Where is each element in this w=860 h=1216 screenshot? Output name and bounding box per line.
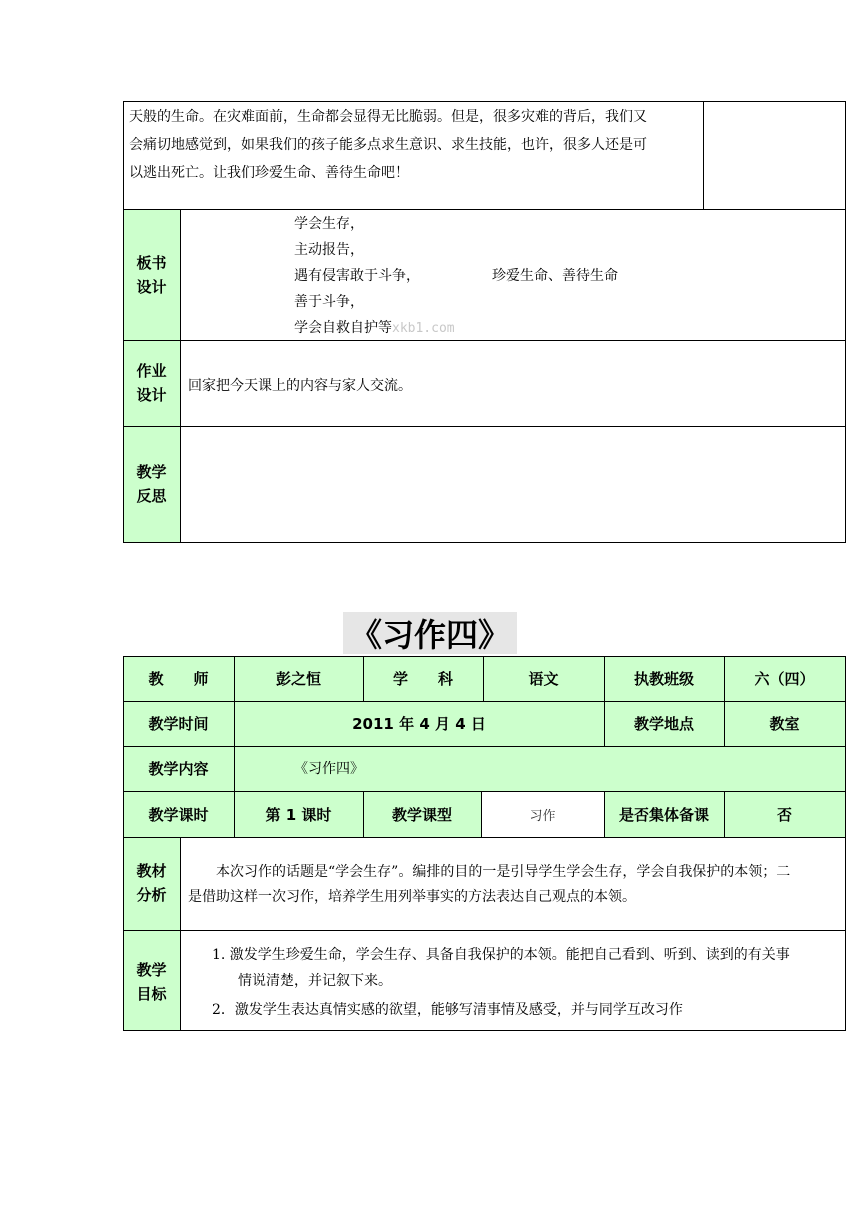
board-line-5: 学会自救自护等xkb1.com [294, 320, 455, 336]
goals-label: 教学 目标 [136, 961, 167, 1003]
type-label: 教学课型 [391, 805, 452, 824]
type-value: 习作 [529, 808, 556, 824]
teacher-value: 彭之恒 [275, 670, 321, 688]
reflection-label: 教学 反思 [136, 463, 167, 505]
analysis-line-2: 是借助这样一次习作，培养学生用列举事实的方法表达自己观点的本领。 [188, 889, 636, 905]
board-line-4: 善于斗争， [294, 294, 364, 310]
period-label: 教学课时 [148, 805, 209, 824]
content-label: 教学内容 [148, 760, 209, 778]
homework-text: 回家把今天课上的内容与家人交流。 [188, 378, 412, 394]
board-line-1: 学会生存， [294, 216, 364, 232]
goal-1-line-2: 情说清楚，并记叙下来。 [238, 973, 392, 989]
goal-1-line-1: 1. 激发学生珍爱生命，学会生存、具备自我保护的本领。能把自己看到、听到、读到的有关事 [212, 947, 790, 963]
time-value: 2011 年 4 月 4 日 [352, 715, 486, 733]
place-value: 教室 [769, 715, 800, 733]
class-value: 六（四） [754, 670, 815, 688]
collective-value: 否 [776, 805, 792, 824]
subject-value: 语文 [528, 670, 559, 688]
homework-label: 作业 设计 [136, 362, 167, 404]
collective-label: 是否集体备课 [618, 805, 709, 824]
time-label: 教学时间 [148, 715, 209, 733]
board-right-text: 珍爱生命、善待生命 [492, 268, 618, 284]
board-label: 板书 设计 [136, 254, 167, 296]
content-value: 《习作四》 [294, 761, 364, 777]
intro-line-1: 天般的生命。在灾难面前，生命都会显得无比脆弱。但是，很多灾难的背后，我们又 [129, 109, 647, 125]
period-value: 第 1 课时 [265, 805, 332, 824]
teacher-label: 教 师 [148, 670, 209, 688]
watermark-text: xkb1.com [392, 321, 455, 336]
subject-label: 学 科 [392, 670, 453, 688]
board-line-2: 主动报告， [294, 242, 364, 258]
analysis-line-1: 本次习作的话题是“学会生存”。编排的目的一是引导学生学会生存，学会自我保护的本领；二 [216, 864, 791, 880]
intro-line-2: 会痛切地感觉到，如果我们的孩子能多点求生意识、求生技能，也许，很多人还是可 [129, 137, 647, 153]
board-line-3: 遇有侵害敢于斗争， [294, 268, 420, 284]
analysis-label: 教材 分析 [136, 862, 167, 904]
lesson-title: 《习作四》 [343, 612, 517, 654]
class-label: 执教班级 [633, 670, 694, 688]
place-label: 教学地点 [633, 715, 694, 733]
intro-line-3: 以逃出死亡。让我们珍爱生命、善待生命吧！ [129, 165, 409, 181]
goal-2: 2．激发学生表达真情实感的欲望，能够写清事情及感受，并与同学互改习作 [212, 1002, 683, 1018]
